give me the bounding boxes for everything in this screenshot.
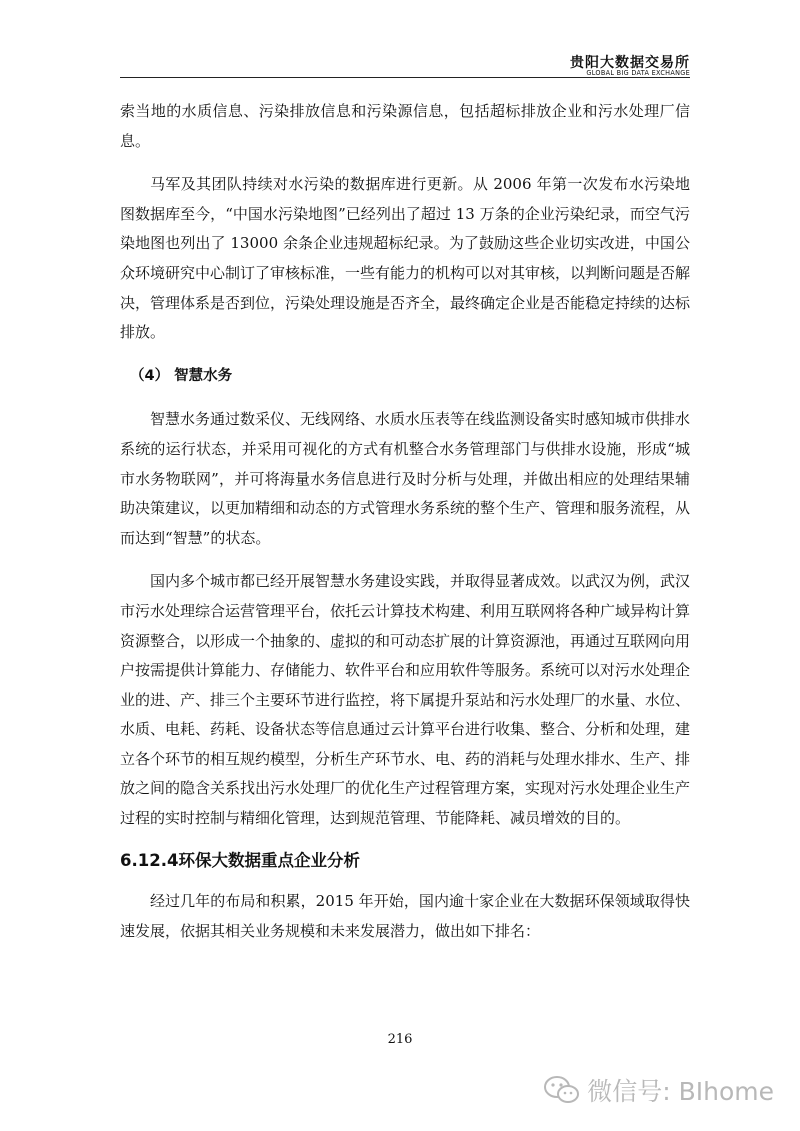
paragraph-ranking-intro: 经过几年的布局和积累，2015 年开始，国内逾十家企业在大数据环保领域取得快速发展，依据其相关业务规模和未来发展潜力，做出如下排名：: [120, 892, 690, 940]
wechat-watermark: [543, 1072, 774, 1108]
paragraph-continuation: 索当地的水质信息、污染排放信息和污染源信息，包括超标排放企业和污水处理厂信息。: [120, 102, 690, 150]
paragraph-smart-water: 智慧水务通过数采仪、无线网络、水质水压表等在线监测设备实时感知城市供排水系统的运行状态，并采用可视化的方式有机整合水务管理部门与供排水设施，形成“城市水务物联网”，并可将海量水务信息进行及时分析与处理，并做出相应的处理结果辅助决策建议，以更加精细和动态的方式管理水务系统的整个生产、管理和服务流程，从而达到“智慧”的状态。: [120, 410, 691, 547]
page-header: [120, 40, 690, 78]
logo-chinese: 贵阳大数据交易所: [570, 55, 690, 71]
page-number: 216: [387, 1032, 413, 1047]
logo-english: GLOBAL BIG DATA EXCHANGE: [586, 68, 690, 78]
subheading-smart-water: （4） 智慧水务: [130, 367, 233, 384]
wechat-icon: [543, 1075, 581, 1105]
paragraph-ma-jun: 马军及其团队持续对水污染的数据库进行更新。从 2006 年第一次发布水污染地图数据库至今，“中国水污染地图”已经列出了超过 13 万条的企业污染纪录，而空气污染地图也列出了 13000 余条企业违规超标纪录。为了鼓励这些企业切实改进，中国公众环境研究中心制订了审核标准，一些有能力的机构可以对其审核，以判断问题是否解决，管理体系是否到位，污染处理设施是否齐全，最终确定企业是否能稳定持续的达标排放。: [120, 175, 691, 342]
paragraph-wuhan-example: 国内多个城市都已经开展智慧水务建设实践，并取得显著成效。以武汉为例，武汉市污水处理综合运营管理平台，依托云计算技术构建、利用互联网将各种广域异构计算资源整合，以形成一个抽象的、虚拟的和可动态扩展的计算资源池，再通过互联网向用户按需提供计算能力、存储能力、软件平台和应用软件等服务。系统可以对污水处理企业的进、产、排三个主要环节进行监控，将下属提升泵站和污水处理厂的水量、水位、水质、电耗、药耗、设备状态等信息通过云计算平台进行收集、整合、分析和处理，建立各个环节的相互规约模型，分析生产环节水、电、药的消耗与处理水排水、生产、排放之间的隐含关系找出污水处理厂的优化生产过程管理方案，实现对污水处理企业生产过程的实时控制与精细化管理，达到规范管理、节能降耗、减员增效的目的。: [120, 572, 691, 828]
document-body: [120, 97, 690, 946]
watermark-text: 微信号: BIhome: [587, 1077, 774, 1106]
section-title: 6.12.4环保大数据重点企业分析: [120, 850, 360, 870]
header-rule: [120, 77, 690, 78]
